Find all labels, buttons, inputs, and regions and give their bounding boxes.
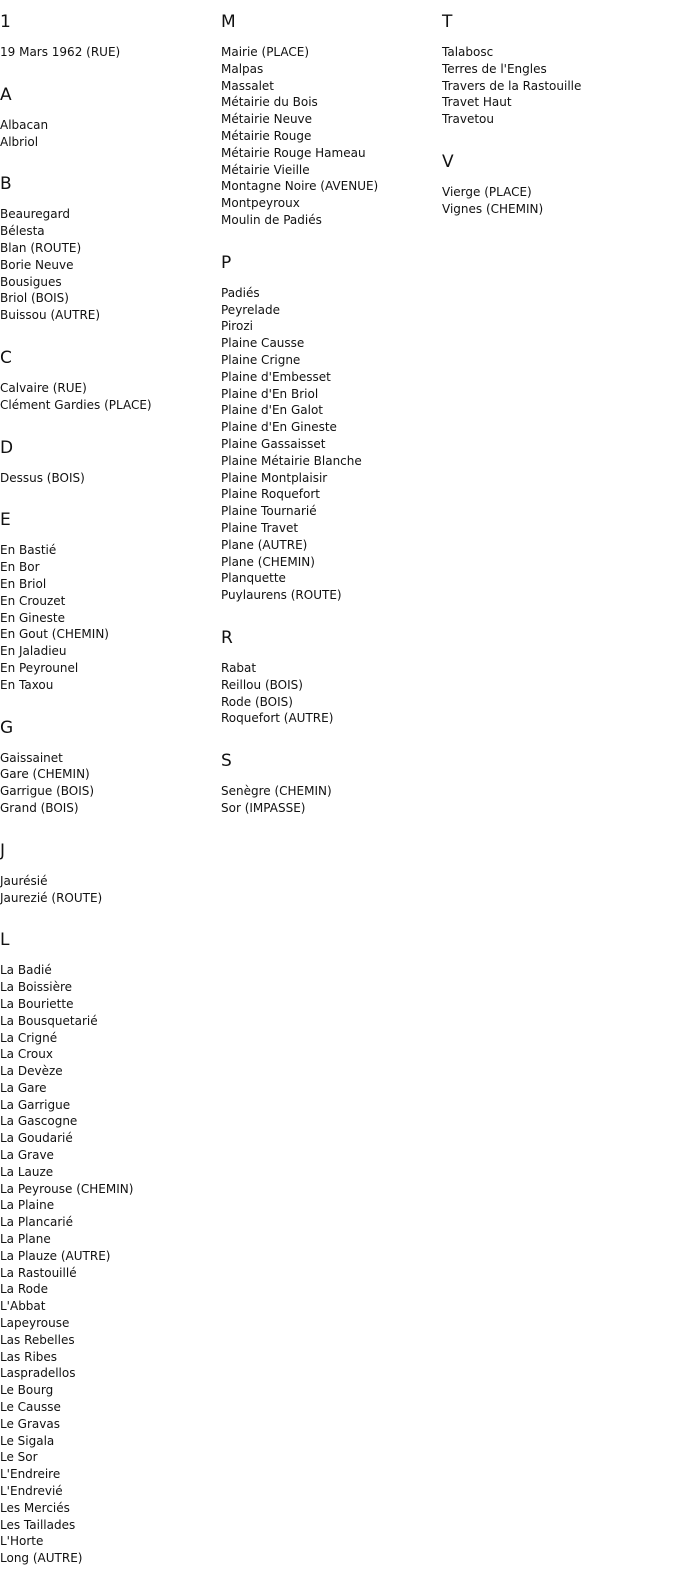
street-link[interactable]: Le Causse (0, 1400, 61, 1415)
street-link[interactable]: Le Sigala (0, 1433, 55, 1448)
letter-group (221, 10, 431, 229)
street-link[interactable]: Vignes (CHEMIN) (442, 201, 544, 216)
street-link[interactable]: En Jaladieu (0, 644, 67, 659)
street-link[interactable]: Le Bourg (0, 1383, 54, 1398)
letter-group (221, 626, 431, 727)
street-link[interactable]: Gare (CHEMIN) (0, 767, 90, 782)
street-link[interactable]: Pirozi (221, 319, 253, 334)
street-link[interactable]: Planquette (221, 571, 286, 586)
letter-heading: E (0, 510, 11, 531)
letter-heading: M (221, 12, 236, 32)
street-link[interactable]: Dessus (BOIS) (0, 470, 85, 485)
letter-group (0, 346, 210, 414)
letter-group (442, 150, 652, 218)
street-link[interactable]: Plaine d'En Gineste (221, 420, 337, 435)
street-link[interactable]: Peyrelade (221, 302, 281, 317)
street-link[interactable]: Garrigue (BOIS) (0, 784, 95, 799)
letter-heading: A (0, 84, 12, 105)
street-link[interactable]: En Gineste (0, 610, 65, 625)
street-link[interactable]: Grand (BOIS) (0, 800, 79, 815)
street-link[interactable]: Métairie Neuve (221, 112, 313, 127)
letter-heading: S (221, 751, 232, 772)
letter-heading: P (221, 252, 232, 273)
street-link[interactable]: 19 Mars 1962 (RUE) (0, 45, 121, 59)
street-link[interactable]: En Gout (CHEMIN) (0, 627, 109, 642)
street-link[interactable]: La Croux (0, 1047, 53, 1062)
letter-group (0, 716, 210, 817)
letter-heading: V (442, 151, 454, 172)
street-link[interactable]: Plaine d'Embesset (221, 369, 331, 384)
street-link[interactable]: Travers de la Rastouille (442, 78, 582, 93)
street-link[interactable]: Roquefort (AUTRE) (221, 711, 334, 726)
street-link[interactable]: Blan (ROUTE) (0, 240, 82, 255)
street-link[interactable]: L'Abbat (0, 1299, 46, 1314)
street-link[interactable]: La Plauze (AUTRE) (0, 1248, 111, 1263)
street-link[interactable]: La Plane (0, 1232, 51, 1247)
letter-heading: J (0, 840, 6, 861)
street-link[interactable]: Las Rebelles (0, 1332, 75, 1347)
street-link[interactable]: Métairie Rouge Hameau (221, 145, 366, 160)
street-link[interactable]: Plaine d'En Galot (221, 403, 324, 418)
street-link[interactable]: Plaine Crigne (221, 352, 301, 367)
street-link[interactable]: La Badié (0, 963, 52, 978)
street-link[interactable]: Les Merciés (0, 1500, 70, 1515)
street-link[interactable]: En Peyrounel (0, 660, 79, 675)
street-link[interactable]: Bélesta (0, 224, 45, 239)
street-link[interactable]: La Bouriette (0, 996, 74, 1011)
street-link[interactable]: Montpeyroux (221, 196, 300, 211)
street-link[interactable]: En Bor (0, 560, 40, 575)
street-index-column (221, 10, 431, 839)
street-link[interactable]: En Briol (0, 576, 47, 591)
street-link[interactable]: Rode (BOIS) (221, 694, 293, 709)
street-link[interactable]: Plaine d'En Briol (221, 386, 319, 401)
street-link[interactable]: Plaine Tournarié (221, 504, 317, 519)
letter-heading: G (0, 717, 14, 738)
street-link[interactable]: Plaine Gassaisset (221, 436, 326, 451)
street-link[interactable]: Las Ribes (0, 1349, 58, 1364)
letter-heading: T (442, 12, 453, 32)
street-link[interactable]: Massalet (221, 78, 274, 93)
street-link[interactable]: Bousigues (0, 274, 62, 289)
street-link[interactable]: Plane (CHEMIN) (221, 554, 315, 569)
letter-heading: L (0, 930, 10, 951)
street-link[interactable]: Le Gravas (0, 1416, 60, 1431)
street-link[interactable]: La Plancarié (0, 1215, 73, 1230)
letter-group (221, 251, 431, 604)
street-link[interactable]: Talabosc (442, 45, 494, 59)
letter-group (0, 436, 210, 487)
letter-heading: R (221, 627, 233, 648)
street-link[interactable]: Les Taillades (0, 1517, 76, 1532)
street-link[interactable]: La Gare (0, 1080, 47, 1095)
street-link[interactable]: Montagne Noire (AVENUE) (221, 179, 379, 194)
street-link[interactable]: La Devèze (0, 1064, 63, 1079)
street-link[interactable]: La Rastouillé (0, 1265, 77, 1280)
street-link[interactable]: La Grave (0, 1148, 54, 1163)
street-link[interactable]: Briol (BOIS) (0, 291, 69, 306)
street-link[interactable]: Rabat (221, 660, 257, 675)
street-link[interactable]: Mairie (PLACE) (221, 45, 310, 59)
street-link[interactable]: Travet Haut (442, 95, 512, 110)
street-link[interactable]: Moulin de Padiés (221, 212, 322, 227)
street-link[interactable]: La Goudarié (0, 1131, 73, 1146)
street-link[interactable]: Gaissainet (0, 750, 63, 765)
street-link[interactable]: Travetou (442, 112, 494, 127)
street-link[interactable]: Borie Neuve (0, 257, 74, 272)
street-link[interactable]: Laspradellos (0, 1366, 76, 1381)
street-link[interactable]: L'Endreire (0, 1467, 61, 1482)
street-link[interactable]: La Garrigue (0, 1097, 71, 1112)
letter-heading: D (0, 437, 14, 458)
street-link[interactable]: Senègre (CHEMIN) (221, 784, 332, 799)
street-link[interactable]: Métairie Vieille (221, 162, 310, 177)
street-link[interactable]: Plaine Métairie Blanche (221, 453, 362, 468)
letter-group (442, 10, 652, 128)
street-link[interactable]: Albacan (0, 117, 49, 132)
street-link[interactable]: L'Endrevié (0, 1484, 63, 1499)
street-link[interactable]: Plane (AUTRE) (221, 537, 308, 552)
street-link[interactable]: Jaurésié (0, 873, 48, 888)
street-link[interactable]: Padiés (221, 285, 260, 300)
street-link[interactable]: Jaurezié (ROUTE) (0, 890, 103, 905)
street-link[interactable]: Plaine Roquefort (221, 487, 321, 502)
street-link[interactable]: En Crouzet (0, 593, 66, 608)
street-index-column (0, 10, 210, 1589)
street-link[interactable]: Albriol (0, 134, 39, 149)
street-link[interactable]: La Gascogne (0, 1114, 78, 1129)
street-link[interactable]: Clément Gardies (PLACE) (0, 397, 152, 412)
street-link[interactable]: Reillou (BOIS) (221, 677, 303, 692)
street-link[interactable]: Malpas (221, 61, 264, 76)
letter-group (0, 172, 210, 324)
street-link[interactable]: Vierge (PLACE) (442, 184, 532, 199)
street-link[interactable]: Lapeyrouse (0, 1316, 70, 1331)
street-link[interactable]: Le Sor (0, 1450, 38, 1465)
letter-heading: C (0, 347, 12, 368)
street-link[interactable]: Plaine Causse (221, 336, 305, 351)
street-link[interactable]: Métairie Rouge (221, 128, 312, 143)
street-link[interactable]: La Plaine (0, 1198, 55, 1213)
street-link[interactable]: Terres de l'Engles (442, 61, 547, 76)
letter-heading: 1 (0, 12, 11, 32)
street-link[interactable]: Plaine Montplaisir (221, 470, 328, 485)
street-link[interactable]: Beauregard (0, 207, 70, 222)
letter-group (221, 749, 431, 817)
street-link[interactable]: Calvaire (RUE) (0, 380, 87, 395)
street-link[interactable]: Buissou (AUTRE) (0, 308, 101, 323)
letter-group (0, 839, 210, 907)
letter-heading: B (0, 174, 12, 195)
letter-group (0, 928, 210, 1567)
street-link[interactable]: La Bousquetarié (0, 1013, 98, 1028)
letter-group (0, 508, 210, 693)
street-link[interactable]: L'Horte (0, 1534, 44, 1549)
street-link[interactable]: La Peyrouse (CHEMIN) (0, 1181, 134, 1196)
street-link[interactable]: Puylaurens (ROUTE) (221, 588, 342, 603)
street-link[interactable]: La Lauze (0, 1164, 54, 1179)
street-link[interactable]: Long (AUTRE) (0, 1551, 83, 1566)
street-link[interactable]: Sor (IMPASSE) (221, 800, 306, 815)
letter-group (0, 10, 210, 61)
street-index-column (442, 10, 652, 240)
street-link[interactable]: En Taxou (0, 677, 54, 692)
street-link[interactable]: Plaine Travet (221, 520, 299, 535)
street-link[interactable]: En Bastié (0, 543, 57, 558)
street-link[interactable]: La Crigné (0, 1030, 58, 1045)
street-link[interactable]: La Rode (0, 1282, 48, 1297)
street-link[interactable]: La Boissière (0, 980, 73, 995)
street-link[interactable]: Métairie du Bois (221, 95, 318, 110)
letter-group (0, 83, 210, 151)
